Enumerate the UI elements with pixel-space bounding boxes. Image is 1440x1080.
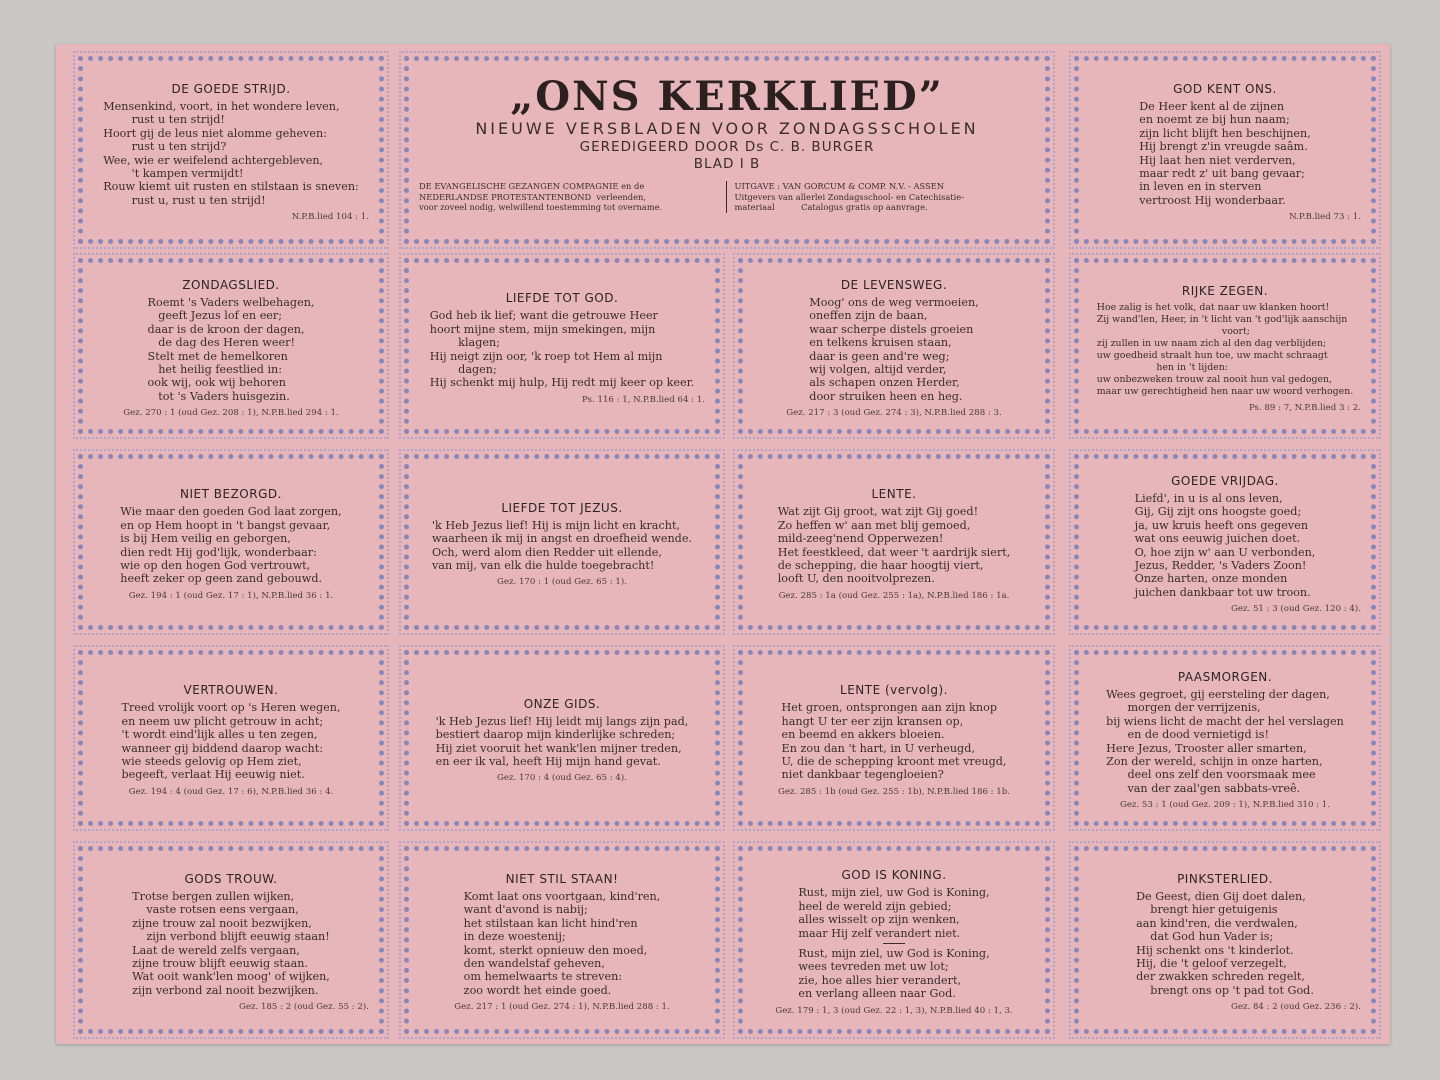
- card-reference: Gez. 170 : 4 (oud Gez. 65 : 4).: [497, 773, 627, 784]
- card-lines: [798, 947, 989, 1001]
- verse-line: in leven en in sterven: [1139, 180, 1262, 194]
- verse-line: Och, werd alom dien Redder uit ellende,: [431, 545, 662, 559]
- verse-line: wanneer gij biddend daarop wacht:: [121, 741, 323, 755]
- verse-line: De Heer kent al de zijnen: [1139, 99, 1285, 113]
- card-lines: [1097, 302, 1353, 398]
- card-title: VERTROUWEN.: [183, 683, 279, 698]
- verse-separator: [883, 943, 905, 944]
- card-lines: [1106, 688, 1344, 795]
- verse-line: Wee, wie er weifelend achtergebleven,: [103, 153, 324, 167]
- verse-line: niet dankbaar tegengloeien?: [781, 768, 944, 782]
- verse-line: in deze woestenij;: [463, 930, 566, 944]
- verse-line: wees tevreden met uw lot;: [798, 960, 949, 974]
- card-reference: Gez. 53 : 1 (oud Gez. 209 : 1), N.P.B.lied 310 : 1.: [1119, 800, 1330, 811]
- verse-line: Hij, die 't geloof verzegelt,: [1136, 956, 1287, 970]
- verse-line: wat ons eeuwig juichen doet.: [1134, 532, 1301, 546]
- verse-line: en de dood vernietigd is!: [1106, 728, 1269, 742]
- card-title: GODS TROUW.: [184, 871, 278, 886]
- verse-line: rust u, rust u ten strijd!: [103, 193, 266, 207]
- verse-line: heeft zeker op geen zand gebouwd.: [120, 572, 323, 586]
- verse-line: mild-zeeg'nend Opperwezen!: [777, 532, 944, 546]
- verse-line: geeft Jezus lof en eer;: [147, 309, 283, 323]
- verse-line: Rouw kiemt uit rusten en stilstaan is sneven:: [103, 180, 359, 194]
- verse-line: Liefd', in u is al ons leven,: [1134, 491, 1283, 505]
- card-lines: [809, 296, 978, 403]
- card-reference: Gez. 84 : 2 (oud Gez. 236 : 2).: [1231, 1002, 1361, 1013]
- verse-line: rust u ten strijd?: [103, 140, 227, 154]
- verse-line: Wat zijt Gij groot, wat zijt Gij goed!: [777, 505, 979, 519]
- verse-line: komt, sterkt opnieuw den moed,: [463, 943, 648, 957]
- card-reference: Gez. 194 : 4 (oud Gez. 17 : 6), N.P.B.lied 36 : 4.: [128, 786, 334, 797]
- card-de-goede-strijd: [78, 56, 384, 244]
- card-lines: [148, 296, 315, 403]
- card-reference: Gez. 217 : 3 (oud Gez. 274 : 3), N.P.B.lied 288 : 3.: [786, 408, 1002, 419]
- card-reference: Ps. 89 : 7, N.P.B.lied 3 : 2.: [1248, 402, 1361, 413]
- publisher-note: [735, 181, 1036, 213]
- verse-line: maar redt z' uit bang gevaar;: [1139, 166, 1305, 180]
- verse-line: vertroost Hij wonderbaar.: [1139, 193, 1286, 207]
- verse-line: 't wordt eind'lijk alles u ten zegen,: [121, 728, 318, 742]
- verse-line: en neem uw plicht getrouw in acht;: [121, 714, 324, 728]
- card-lente: [738, 454, 1050, 630]
- card-rijke-zegen: [1074, 258, 1376, 434]
- card-reference: Gez. 194 : 1 (oud Gez. 17 : 1), N.P.B.lied 36 : 1.: [128, 590, 334, 601]
- verse-line: Zon der wereld, schijn in onze harten,: [1106, 754, 1323, 768]
- publisher-notes: [419, 181, 1035, 213]
- card-lines: [103, 100, 359, 207]
- verse-line: en verlang alleen naar God.: [798, 987, 956, 1001]
- verse-line: maar uw gerechtigheid hen naar uw woord verhogen.: [1096, 385, 1354, 397]
- verse-line: zij zullen in uw naam zich al den dag verblijden;: [1096, 337, 1327, 349]
- card-lines: [1135, 492, 1316, 599]
- card-title: DE LEVENSWEG.: [840, 277, 948, 292]
- verse-line: is bij Hem veilig en geborgen,: [120, 532, 291, 546]
- verse-line: tot 's Vaders huisgezin.: [147, 389, 290, 403]
- publisher-line: Uitgevers van allerlei Zondagsschool- en Catechisatie-: [734, 191, 965, 202]
- verse-line: waar scherpe distels groeien: [809, 322, 974, 336]
- publisher-line: materiaal Catalogus gratis op aanvrage.: [734, 202, 928, 212]
- card-paasmorgen: [1074, 650, 1376, 826]
- card-reference: Gez. 285 : 1a (oud Gez. 255 : 1a), N.P.B.lied 186 : 1a.: [778, 590, 1010, 601]
- card-title: PAASMORGEN.: [1177, 669, 1273, 684]
- verse-line: de schepping, die haar hoogtij viert,: [777, 558, 984, 572]
- verse-line: Treed vrolijk voort op 's Heren wegen,: [121, 701, 341, 715]
- card-zondagslied: [78, 258, 384, 434]
- verse-line: oneffen zijn de baan,: [809, 309, 928, 323]
- verse-line: en eer ik val, heeft Hij mijn hand gevat.: [435, 754, 661, 768]
- verse-line: Mensenkind, voort, in het wondere leven,: [103, 99, 340, 113]
- card-title: GOD IS KONING.: [841, 868, 947, 883]
- card-title: PINKSTERLIED.: [1177, 871, 1273, 886]
- permission-line: NEDERLANDSE PROTESTANTENBOND verleenden,: [419, 191, 646, 202]
- card-title: LIEFDE TOT JEZUS.: [501, 500, 623, 515]
- verse-line: Jezus, Redder, 's Vaders Zoon!: [1134, 558, 1307, 572]
- editor-line: GEREDIGEERD DOOR Ds C. B. BURGER: [579, 139, 875, 155]
- verse-line: Wie maar den goeden God laat zorgen,: [120, 505, 342, 519]
- verse-line: ja, uw kruis heeft ons gegeven: [1134, 518, 1309, 532]
- card-reference: Gez. 217 : 1 (oud Gez. 274 : 1), N.P.B.lied 288 : 1.: [454, 1002, 670, 1013]
- verse-line: van der zaal'gen sabbats-vreê.: [1106, 781, 1301, 795]
- card-title: LIEFDE TOT GOD.: [505, 291, 619, 306]
- verse-line: en beemd en akkers bloeien.: [781, 728, 945, 742]
- verse-line: Trotse bergen zullen wijken,: [132, 889, 295, 903]
- card-de-levensweg: [738, 258, 1050, 434]
- card-onze-gids: [404, 650, 720, 826]
- verse-line: brengt ons op 't pad tot God.: [1136, 983, 1314, 997]
- verse-line: Roemt 's Vaders welbehagen,: [147, 295, 315, 309]
- verse-line: Rust, mijn ziel, uw God is Koning,: [798, 886, 990, 900]
- publisher-line: UITGAVE : VAN GORCUM & COMP. N.V. - ASSEN: [734, 181, 945, 191]
- card-liefde-tot-jezus: [404, 454, 720, 630]
- song-sheet: [56, 44, 1390, 1044]
- verse-line: dat God hun Vader is;: [1136, 930, 1274, 944]
- card-niet-bezorgd: [78, 454, 384, 630]
- verse-line: uw goedheid straalt hun toe, uw macht schraagt: [1096, 349, 1328, 361]
- card-god-kent-ons: [1074, 56, 1376, 244]
- verse-line: de dag des Heren weer!: [147, 336, 295, 350]
- card-niet-stil-staan: [404, 846, 720, 1034]
- card-title: ONZE GIDS.: [523, 696, 601, 711]
- verse-line: Het feestkleed, dat weer 't aardrijk siert,: [777, 545, 1011, 559]
- verse-line: zie, hoe alles hier verandert,: [798, 973, 962, 987]
- verse-line: Zo heffen w' aan met blij gemoed,: [777, 518, 971, 532]
- verse-line: Wees gegroet, gij eersteling der dagen,: [1106, 687, 1330, 701]
- verse-line: juichen dankbaar tot uw troon.: [1134, 585, 1311, 599]
- verse-line: Wat ooit wank'len moog' of wijken,: [132, 970, 330, 984]
- verse-line: aan kind'ren, die verdwalen,: [1136, 916, 1298, 930]
- verse-line: vaste rotsen eens vergaan,: [132, 903, 299, 917]
- verse-line: het stilstaan kan licht hind'ren: [463, 916, 638, 930]
- verse-line: deel ons zelf den voorsmaak mee: [1106, 768, 1316, 782]
- card-title: LENTE.: [871, 487, 917, 502]
- verse-line: Here Jezus, Trooster aller smarten,: [1106, 741, 1307, 755]
- card-goede-vrijdag: [1074, 454, 1376, 630]
- card-god-is-koning: [738, 846, 1050, 1034]
- card-title: DE GOEDE STRIJD.: [171, 81, 291, 96]
- card-title: RIJKE ZEGEN.: [1181, 283, 1269, 298]
- verse-line: door struiken heen en heg.: [809, 389, 963, 403]
- sheet-number: BLAD I B: [693, 156, 761, 172]
- card-lines: [778, 505, 1011, 585]
- card-vertrouwen: [78, 650, 384, 826]
- verse-line: Gij, Gij zijt ons hoogste goed;: [1134, 505, 1302, 519]
- card-lines: [436, 715, 689, 769]
- verse-line: 'k Heb Jezus lief! Hij is mijn licht en kracht,: [431, 518, 680, 532]
- card-reference: Gez. 285 : 1b (oud Gez. 255 : 1b), N.P.B.lied 186 : 1b.: [778, 786, 1010, 797]
- verse-line: dagen;: [429, 362, 497, 376]
- permission-line: DE EVANGELISCHE GEZANGEN COMPAGNIE en de: [419, 181, 645, 191]
- verse-line: om hemelwaarts te streven:: [463, 970, 623, 984]
- verse-line: en telkens kruisen staan,: [809, 336, 952, 350]
- card-reference: N.P.B.lied 73 : 1.: [1289, 212, 1361, 223]
- card-title: NIET BEZORGD.: [180, 487, 282, 502]
- card-pinksterlied: [1074, 846, 1376, 1034]
- card-title: GOD KENT ONS.: [1173, 81, 1277, 96]
- verse-line: daar is de kroon der dagen,: [147, 322, 305, 336]
- card-lines: [432, 519, 692, 573]
- verse-line: Hoort gij de leus niet alomme geheven:: [103, 126, 327, 140]
- verse-line: brengt hier getuigenis: [1136, 903, 1278, 917]
- header-panel: [404, 56, 1050, 244]
- verse-line: U, die de schepping kroont met vreugd,: [781, 754, 1007, 768]
- verse-line: Hij schenkt mij hulp, Hij redt mij keer op keer.: [429, 376, 695, 390]
- verse-line: zijn verbond zal nooit bezwijken.: [132, 983, 319, 997]
- verse-line: zijne trouw blijft eeuwig staan.: [132, 956, 309, 970]
- verse-line: Het groen, ontsprongen aan zijn knop: [781, 701, 997, 715]
- verse-line: rust u ten strijd!: [103, 113, 225, 127]
- verse-line: Hij schenkt ons 't kinderlot.: [1136, 943, 1294, 957]
- verse-line: wij volgen, altijd verder,: [809, 362, 947, 376]
- verse-line: En zou dan 't hart, in U verheugd,: [781, 741, 975, 755]
- card-lines: [782, 701, 1007, 781]
- verse-line: waarheen ik mij in angst en droefheid wende.: [431, 532, 693, 546]
- verse-line: looft U, den nooitvolprezen.: [777, 572, 935, 586]
- verse-line: den wandelstaf geheven,: [463, 956, 605, 970]
- verse-line: als schapen onzen Herder,: [809, 376, 960, 390]
- verse-line: Zij wand'len, Heer, in 't licht van 't god'lijk aanschijn: [1096, 313, 1348, 325]
- verse-line: want d'avond is nabij;: [463, 903, 588, 917]
- verse-line: hoort mijne stem, mijn smekingen, mijn: [429, 322, 656, 336]
- verse-line: begeeft, verlaat Hij eeuwig niet.: [121, 768, 305, 782]
- verse-line: Hij brengt z'in vreugde saâm.: [1139, 140, 1308, 154]
- card-gods-trouw: [78, 846, 384, 1034]
- card-reference: Gez. 270 : 1 (oud Gez. 208 : 1), N.P.B.lied 294 : 1.: [123, 408, 339, 419]
- verse-line: bij wiens licht de macht der hel verslagen: [1106, 714, 1344, 728]
- verse-line: zijn licht blijft hen beschijnen,: [1139, 126, 1311, 140]
- verse-line: maar Hij zelf verandert niet.: [798, 926, 961, 940]
- card-title: ZONDAGSLIED.: [182, 277, 280, 292]
- card-reference: Gez. 170 : 1 (oud Gez. 65 : 1).: [497, 577, 627, 588]
- verse-line: Rust, mijn ziel, uw God is Koning,: [798, 947, 990, 960]
- card-reference: Gez. 185 : 2 (oud Gez. 55 : 2).: [239, 1002, 369, 1013]
- card-lines: [430, 309, 695, 389]
- card-lines: [122, 701, 341, 781]
- verse-line: zijne trouw zal nooit bezwijken,: [132, 916, 312, 930]
- verse-line: uw onbezweken trouw zal nooit hun val gedogen,: [1096, 373, 1333, 385]
- verse-line: Laat de wereld zelfs vergaan,: [132, 943, 300, 957]
- permission-line: voor zoveel nodig, welwillend toestemming tot overname.: [419, 202, 663, 212]
- card-lines: [1139, 100, 1311, 207]
- verse-line: zoo wordt het einde goed.: [463, 983, 612, 997]
- verse-line: klagen;: [429, 336, 500, 350]
- verse-line: Moog' ons de weg vermoeien,: [809, 295, 979, 309]
- verse-line: Hij ziet vooruit het wank'len mijner treden,: [435, 741, 682, 755]
- verse-line: ook wij, ook wij behoren: [147, 376, 286, 390]
- verse-line: daar is geen and're weg;: [809, 349, 950, 363]
- card-lines: [464, 890, 661, 997]
- card-reference: Ps. 116 : 1, N.P.B.lied 64 : 1.: [582, 394, 705, 405]
- card-reference: Gez. 179 : 1, 3 (oud Gez. 22 : 1, 3), N.P.B.lied 40 : 1, 3.: [775, 1005, 1013, 1016]
- verse-line: Hij laat hen niet verderven,: [1139, 153, 1296, 167]
- verse-line: voort;: [1096, 325, 1250, 337]
- verse-line: De Geest, dien Gij doet dalen,: [1136, 889, 1306, 903]
- card-lines: [132, 890, 330, 997]
- verse-line: Stelt met de hemelkoren: [147, 349, 288, 363]
- verse-line: Komt laat ons voortgaan, kind'ren,: [463, 889, 661, 903]
- card-title: NIET STIL STAAN!: [505, 871, 619, 886]
- page-subtitle: NIEUWE VERSBLADEN VOOR ZONDAGSSCHOLEN: [475, 119, 979, 138]
- card-lines: [798, 886, 989, 940]
- verse-line: 't kampen vermijdt!: [103, 166, 244, 180]
- verse-line: morgen der verrijzenis,: [1106, 701, 1261, 715]
- card-reference: N.P.B.lied 104 : 1.: [291, 212, 369, 223]
- verse-line: 'k Heb Jezus lief! Hij leidt mij langs zijn pad,: [435, 714, 689, 728]
- verse-line: bestiert daarop mijn kinderlijke schreden;: [435, 728, 676, 742]
- verse-line: God heb ik lief; want die getrouwe Heer: [429, 309, 658, 323]
- card-reference: Gez. 51 : 3 (oud Gez. 120 : 4).: [1231, 604, 1361, 615]
- card-liefde-tot-god: [404, 258, 720, 434]
- verse-line: Onze harten, onze monden: [1134, 572, 1288, 586]
- verse-line: zijn verbond blijft eeuwig staan!: [132, 930, 330, 944]
- verse-line: Hij neigt zijn oor, 'k roep tot Hem al mijn: [429, 349, 663, 363]
- card-lente-vervolg: [738, 650, 1050, 826]
- verse-line: der zwakken schreden regelt,: [1136, 970, 1305, 984]
- card-lines: [1136, 890, 1314, 997]
- verse-line: hen in 't lijden:: [1096, 361, 1228, 373]
- verse-line: alles wisselt op zijn wenken,: [798, 913, 960, 927]
- verse-line: heel de wereld zijn gebied;: [798, 899, 952, 913]
- verse-line: Hoe zalig is het volk, dat naar uw klanken hoort!: [1096, 301, 1330, 313]
- verse-line: het heilig feestlied in:: [147, 362, 283, 376]
- verse-line: en op Hem hoopt in 't bangst gevaar,: [120, 518, 331, 532]
- permission-note: [419, 181, 727, 213]
- verse-line: dien redt Hij god'lijk, wonderbaar:: [120, 545, 317, 559]
- card-lines: [120, 505, 341, 585]
- card-title: GOEDE VRIJDAG.: [1171, 473, 1279, 488]
- verse-line: wie op den hogen God vertrouwt,: [120, 558, 311, 572]
- verse-line: wie steeds gelovig op Hem ziet,: [121, 754, 302, 768]
- page-title: „ONS KERKLIED”: [510, 73, 944, 120]
- verse-line: O, hoe zijn w' aan U verbonden,: [1134, 545, 1316, 559]
- verse-line: en noemt ze bij hun naam;: [1139, 113, 1290, 127]
- verse-line: van mij, van elk die hulde toegebracht!: [431, 558, 655, 572]
- verse-line: hangt U ter eer zijn kransen op,: [781, 714, 964, 728]
- card-title: LENTE (vervolg).: [840, 683, 948, 698]
